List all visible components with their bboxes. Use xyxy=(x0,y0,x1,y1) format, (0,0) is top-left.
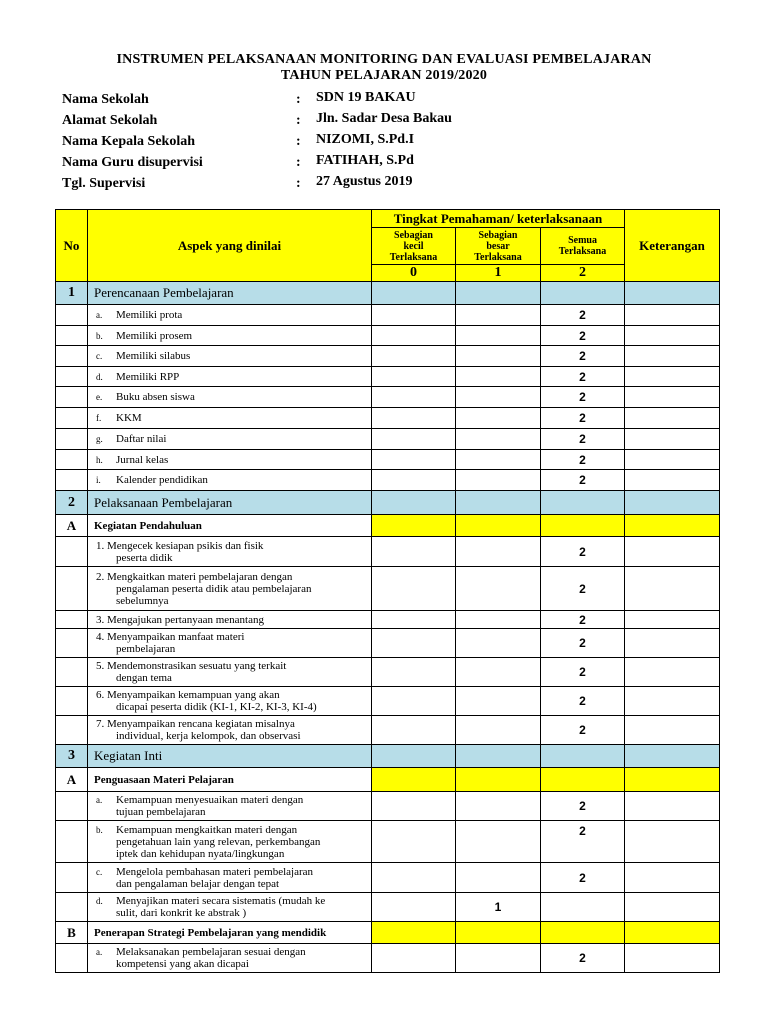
score-cell: 2 xyxy=(541,716,625,745)
section-number: 2 xyxy=(56,491,88,515)
document-title: INSTRUMEN PELAKSANAAN MONITORING DAN EVALUASI PEMBELAJARAN xyxy=(116,52,652,67)
table-row: 5. Mendemonstrasikan sesuatu yang terkait dengan tema 2 xyxy=(56,658,720,687)
subsection-title: Penguasaan Materi Pelajaran xyxy=(88,768,372,792)
table-row: 7. Menyampaikan rencana kegiatan misalnya individual, kerja kelompok, dan observasi 2 xyxy=(56,716,720,745)
table-row: 3. Mengajukan pertanyaan menantang 2 xyxy=(56,611,720,629)
header-no: No xyxy=(56,210,88,282)
header-score-0: 0 xyxy=(372,265,456,282)
score-cell: 2 xyxy=(541,611,625,629)
score-cell: 2 xyxy=(541,450,625,470)
score-cell: 2 xyxy=(541,367,625,387)
info-row-date xyxy=(62,174,662,195)
document-subtitle: TAHUN PELAJARAN 2019/2020 xyxy=(280,68,488,83)
score-cell: 2 xyxy=(541,537,625,567)
score-cell: 2 xyxy=(541,821,625,863)
info-value: Jln. Sadar Desa Bakau xyxy=(316,111,452,126)
score-cell: 2 xyxy=(541,326,625,346)
score-cell: 2 xyxy=(541,944,625,973)
subsection-title: Penerapan Strategi Pembelajaran yang mendidik xyxy=(88,922,372,944)
section-row xyxy=(56,282,720,305)
score-cell: 2 xyxy=(541,658,625,687)
info-row-principal xyxy=(62,132,662,153)
table-row: b. Kemampuan mengkaitkan materi dengan pengetahuan lain yang relevan, perkembangan iptek dan kehidupan nyata/lingkungan 2 xyxy=(56,821,720,863)
subsection-number: A xyxy=(56,768,88,792)
table-row: i. Kalender pendidikan 2 xyxy=(56,470,720,491)
table-row: h. Jurnal kelas 2 xyxy=(56,450,720,470)
info-colon: : xyxy=(296,155,301,170)
info-colon: : xyxy=(296,92,301,107)
evaluation-table xyxy=(55,209,720,973)
score-cell: 1 xyxy=(456,893,541,922)
section-number: 3 xyxy=(56,745,88,768)
subsection-row xyxy=(56,922,720,944)
table-row: a. Kemampuan menyesuaikan materi dengan tujuan pembelajaran 2 xyxy=(56,792,720,821)
header-keterangan: Keterangan xyxy=(625,210,720,282)
table-row: d. Menyajikan materi secara sistematis (mudah ke sulit, dari konkrit ke abstrak ) 1 xyxy=(56,893,720,922)
info-colon: : xyxy=(296,176,301,191)
info-value: NIZOMI, S.Pd.I xyxy=(316,132,415,147)
subsection-row xyxy=(56,768,720,792)
score-cell: 2 xyxy=(541,863,625,893)
info-label: Nama Kepala Sekolah xyxy=(62,134,196,149)
score-cell: 2 xyxy=(541,567,625,611)
score-cell: 2 xyxy=(541,408,625,429)
info-colon: : xyxy=(296,113,301,128)
table-row: d. Memiliki RPP 2 xyxy=(56,367,720,387)
identity-block xyxy=(62,90,662,195)
score-cell: 2 xyxy=(541,629,625,658)
table-row: 1. Mengecek kesiapan psikis dan fisik peserta didik 2 xyxy=(56,537,720,567)
header-tingkat: Tingkat Pemahaman/ keterlaksanaan xyxy=(372,210,625,228)
info-label: Tgl. Supervisi xyxy=(62,176,146,191)
score-cell: 2 xyxy=(541,470,625,491)
score-cell: 2 xyxy=(541,792,625,821)
section-title: Kegiatan Inti xyxy=(88,745,372,768)
section-row xyxy=(56,491,720,515)
subsection-number: A xyxy=(56,515,88,537)
header-score-2: 2 xyxy=(541,265,625,282)
info-row-teacher xyxy=(62,153,662,174)
score-cell: 2 xyxy=(541,387,625,408)
info-row-school xyxy=(62,90,662,111)
score-cell: 2 xyxy=(541,429,625,450)
info-value: SDN 19 BAKAU xyxy=(316,90,416,105)
subsection-number: B xyxy=(56,922,88,944)
score-cell: 2 xyxy=(541,305,625,326)
header-col-2: Semua Terlaksana xyxy=(541,228,625,265)
table-row: 4. Menyampaikan manfaat materi pembelajaran 2 xyxy=(56,629,720,658)
table-row: a. Melaksanakan pembelajaran sesuai dengan kompetensi yang akan dicapai 2 xyxy=(56,944,720,973)
table-row: a. Memiliki prota 2 xyxy=(56,305,720,326)
info-row-address xyxy=(62,111,662,132)
info-label: Nama Guru disupervisi xyxy=(62,155,203,170)
subsection-row xyxy=(56,515,720,537)
info-label: Alamat Sekolah xyxy=(62,113,158,128)
section-title: Perencanaan Pembelajaran xyxy=(88,282,372,305)
header-aspek: Aspek yang dinilai xyxy=(88,210,372,282)
table-row: 6. Menyampaikan kemampuan yang akan dicapai peserta didik (KI-1, KI-2, KI-3, KI-4) 2 xyxy=(56,687,720,716)
section-title: Pelaksanaan Pembelajaran xyxy=(88,491,372,515)
section-row xyxy=(56,745,720,768)
info-value: 27 Agustus 2019 xyxy=(316,174,413,189)
header-col-0: Sebagian kecil Terlaksana xyxy=(372,228,456,265)
table-row: g. Daftar nilai 2 xyxy=(56,429,720,450)
info-label: Nama Sekolah xyxy=(62,92,149,107)
table-row: f. KKM 2 xyxy=(56,408,720,429)
header-col-1: Sebagian besar Terlaksana xyxy=(456,228,541,265)
score-cell: 2 xyxy=(541,346,625,367)
table-row: c. Memiliki silabus 2 xyxy=(56,346,720,367)
table-row: 2. Mengkaitkan materi pembelajaran dengan pengalaman peserta didik atau pembelajaran sebelumnya 2 xyxy=(56,567,720,611)
header-score-1: 1 xyxy=(456,265,541,282)
subsection-title: Kegiatan Pendahuluan xyxy=(88,515,372,537)
section-number: 1 xyxy=(56,282,88,305)
table-row: c. Mengelola pembahasan materi pembelajaran dan pengalaman belajar dengan tepat 2 xyxy=(56,863,720,893)
score-cell: 2 xyxy=(541,687,625,716)
table-row: e. Buku absen siswa 2 xyxy=(56,387,720,408)
info-value: FATIHAH, S.Pd xyxy=(316,153,414,168)
info-colon: : xyxy=(296,134,301,149)
table-row: b. Memiliki prosem 2 xyxy=(56,326,720,346)
